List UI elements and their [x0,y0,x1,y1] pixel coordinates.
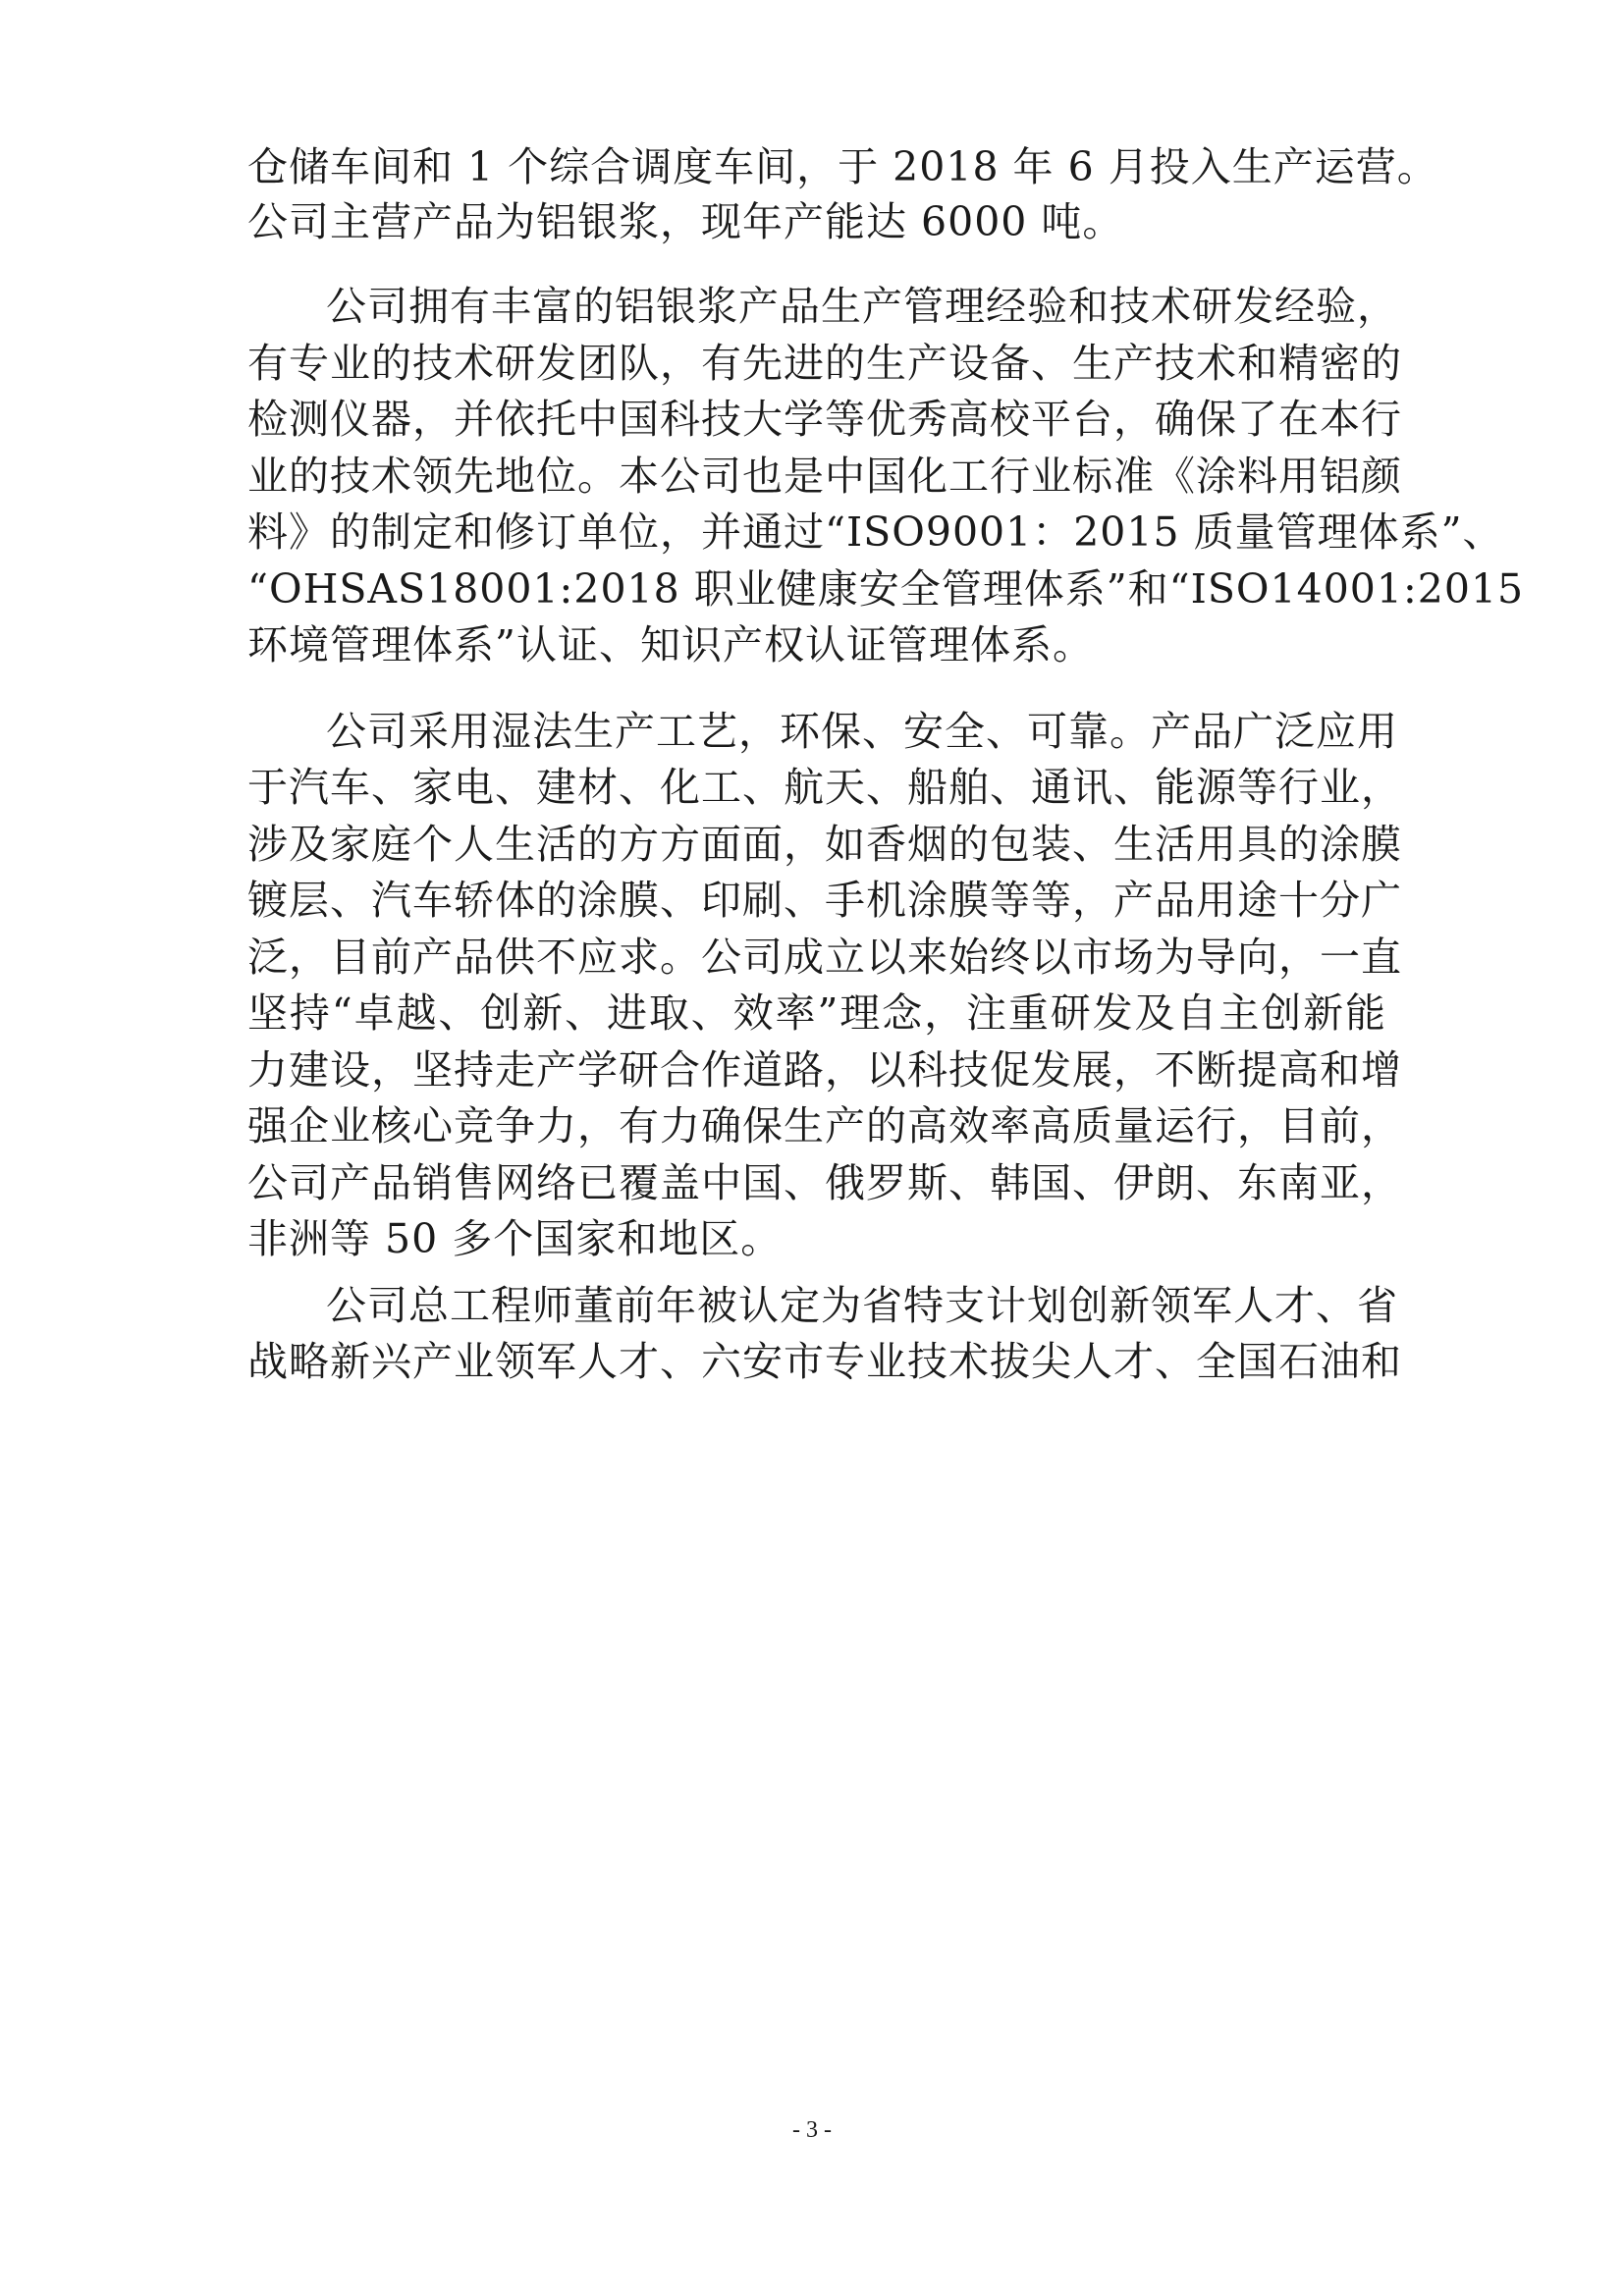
page-number: - 3 - [792,2117,832,2143]
paragraph-3-line-10: 非洲等 50 多个国家和地区。 [247,1215,783,1262]
paragraph-1-line-2: 公司主营产品为铝银浆，现年产能达 6000 吨。 [247,198,1124,245]
paragraph-3-line-9: 公司产品销售网络已覆盖中国、俄罗斯、韩国、伊朗、东南亚， [247,1159,1402,1206]
paragraph-3-line-3: 涉及家庭个人生活的方方面面，如香烟的包装、生活用具的涂膜 [247,821,1402,868]
paragraph-2-line-7: 环境管理体系”认证、知识产权认证管理体系。 [247,621,1094,668]
paragraph-3-line-6: 坚持“卓越、创新、进取、效率”理念，注重研发及自主创新能 [247,989,1386,1037]
paragraph-3-line-8: 强企业核心竞争力，有力确保生产的高效率高质量运行，目前， [247,1102,1402,1149]
paragraph-2-line-6: “OHSAS18001:2018 职业健康安全管理体系”和“ISO14001:2015 [247,565,1525,613]
paragraph-3-line-5: 泛，目前产品供不应求。公司成立以来始终以市场为导向，一直 [247,934,1402,981]
paragraph-1-line-1: 仓储车间和 1 个综合调度车间，于 2018 年 6 月投入生产运营。 [247,143,1438,190]
paragraph-4-line-1: 公司总工程师董前年被认定为省特支计划创新领军人才、省 [326,1282,1398,1329]
paragraph-2-line-1: 公司拥有丰富的铝银浆产品生产管理经验和技术研发经验， [326,283,1398,330]
paragraph-2-line-2: 有专业的技术研发团队，有先进的生产设备、生产技术和精密的 [247,340,1402,387]
paragraph-3-line-4: 镀层、汽车轿体的涂膜、印刷、手机涂膜等等，产品用途十分广 [247,877,1402,924]
paragraph-2-line-4: 业的技术领先地位。本公司也是中国化工行业标准《涂料用铝颜 [247,453,1402,500]
paragraph-4-line-2: 战略新兴产业领军人才、六安市专业技术拔尖人才、全国石油和 [247,1338,1402,1385]
paragraph-3-line-1: 公司采用湿法生产工艺，环保、安全、可靠。产品广泛应用 [326,708,1398,755]
paragraph-3-line-7: 力建设，坚持走产学研合作道路，以科技促发展，不断提高和增 [247,1046,1402,1094]
paragraph-2-line-3: 检测仪器，并依托中国科技大学等优秀高校平台，确保了在本行 [247,396,1402,443]
paragraph-3-line-2: 于汽车、家电、建材、化工、航天、船舶、通讯、能源等行业， [247,764,1402,811]
paragraph-2-line-5: 料》的制定和修订单位，并通过“ISO9001：2015 质量管理体系”、 [247,508,1504,556]
